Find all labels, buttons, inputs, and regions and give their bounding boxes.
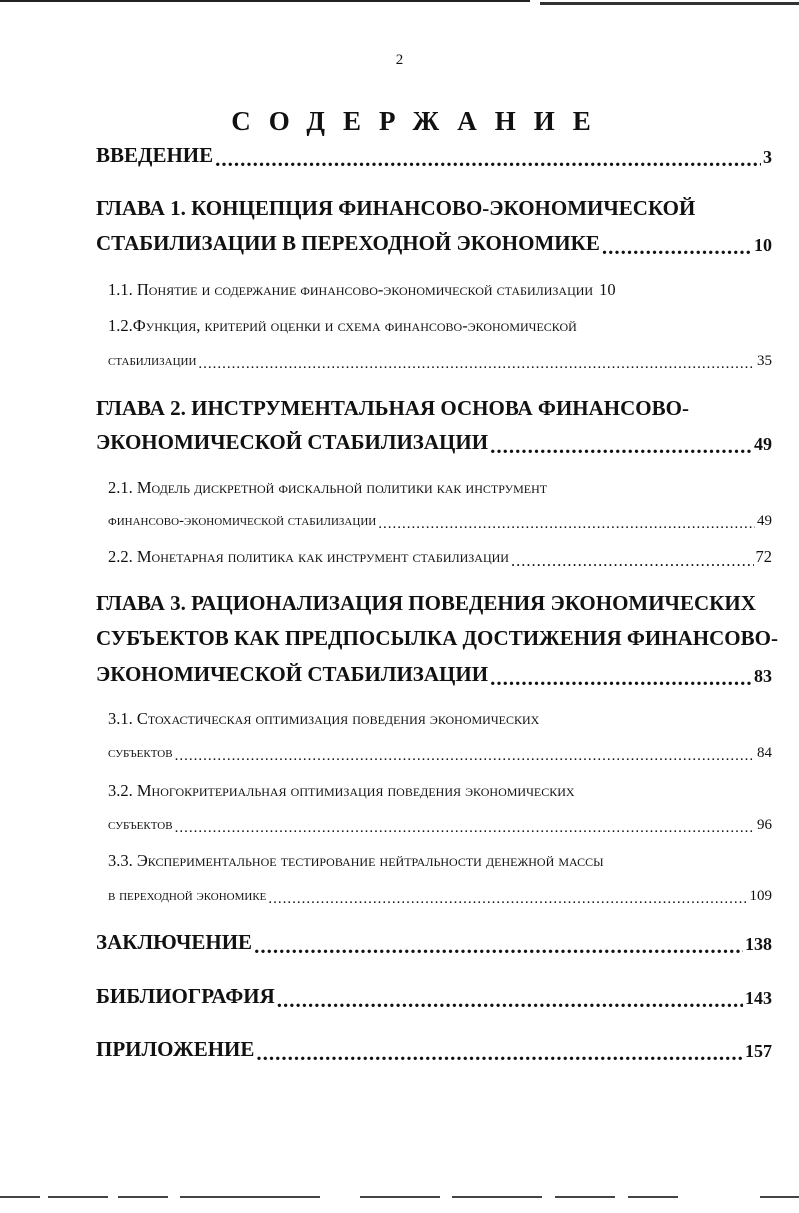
entry-title: в переходной экономике (108, 888, 267, 904)
toc-entry-section-2-2[interactable] (108, 547, 772, 567)
entry-title: субъектов (108, 817, 173, 833)
entry-page: 10 (599, 280, 616, 299)
dot-leader (602, 235, 752, 256)
dot-leader (268, 890, 747, 905)
dot-leader (490, 666, 752, 687)
toc-entry-section-2-1[interactable] (108, 513, 772, 530)
scan-line (360, 1196, 440, 1198)
toc-entry-chapter-3[interactable] (96, 662, 772, 687)
entry-page: 49 (757, 513, 772, 529)
entry-title: ЭКОНОМИЧЕСКОЙ СТАБИЛИЗАЦИИ (96, 662, 489, 686)
scan-line (628, 1196, 678, 1198)
toc-entry-appendix[interactable] (96, 1037, 772, 1062)
entry-page: 84 (757, 745, 772, 761)
dot-leader (175, 819, 755, 834)
dot-leader (277, 988, 743, 1009)
entry-title: ПРИЛОЖЕНИЕ (96, 1037, 255, 1061)
entry-title: ЭКОНОМИЧЕСКОЙ СТАБИЛИЗАЦИИ (96, 430, 489, 454)
scan-line (555, 1196, 615, 1198)
toc-entry-bibliography[interactable] (96, 984, 772, 1009)
entry-title: 2.2. Монетарная политика как инструмент стабилизации (108, 547, 509, 566)
entry-page: 157 (745, 1041, 772, 1061)
toc-title: СОДЕРЖАНИЕ (231, 106, 609, 136)
toc-entry-conclusion[interactable] (96, 930, 772, 955)
entry-title: ЗАКЛЮЧЕНИЕ (96, 930, 253, 954)
entry-page: 49 (754, 434, 772, 454)
dot-leader (198, 355, 755, 370)
toc-entry-section-3-1-line[interactable]: 3.1. Стохастическая оптимизация поведения экономических (108, 709, 540, 728)
entry-page: 3 (763, 147, 772, 167)
entry-page: 35 (757, 353, 772, 369)
entry-title: СТАБИЛИЗАЦИИ В ПЕРЕХОДНОЙ ЭКОНОМИКЕ (96, 231, 600, 255)
toc-entry-section-2-1-line[interactable]: 2.1. Модель дискретной фискальной политики как инструмент (108, 478, 548, 497)
entry-page: 10 (754, 235, 772, 255)
entry-page: 143 (745, 988, 772, 1008)
scan-line (180, 1196, 320, 1198)
dot-leader (254, 934, 743, 955)
toc-entry-section-3-2[interactable] (108, 817, 772, 834)
entry-page: 83 (754, 666, 772, 686)
dot-leader (490, 434, 752, 455)
entry-title: БИБЛИОГРАФИЯ (96, 984, 275, 1008)
toc-entry-chapter-2-line[interactable]: ГЛАВА 2. ИНСТРУМЕНТАЛЬНАЯ ОСНОВА ФИНАНСОВО- (96, 396, 689, 420)
toc-entry-section-1-1[interactable] (108, 280, 772, 300)
entry-page: 109 (749, 888, 772, 904)
entry-title: стабилизации (108, 353, 197, 369)
toc-entry-chapter-3-line[interactable]: ГЛАВА 3. РАЦИОНАЛИЗАЦИЯ ПОВЕДЕНИЯ ЭКОНОМИЧЕСКИХ (96, 591, 756, 615)
scan-edge-bottom (0, 1196, 799, 1202)
entry-title: финансово-экономической стабилизации (108, 513, 377, 529)
scan-line (48, 1196, 108, 1198)
toc-entry-section-1-2[interactable] (108, 353, 772, 370)
dot-leader (511, 551, 754, 568)
toc-entry-chapter-1[interactable] (96, 231, 772, 256)
entry-title: ВВЕДЕНИЕ (96, 143, 214, 167)
toc-entry-section-3-2-line[interactable]: 3.2. Многокритериальная оптимизация поведения экономических (108, 781, 575, 800)
toc-entry-chapter-2[interactable] (96, 430, 772, 455)
scan-line (0, 1196, 40, 1198)
scan-line (118, 1196, 168, 1198)
scan-line (760, 1196, 799, 1198)
dot-leader (378, 515, 755, 530)
entry-page: 138 (745, 934, 772, 954)
scan-line (452, 1196, 542, 1198)
toc-entry-section-3-3-line[interactable]: 3.3. Экспериментальное тестирование нейтральности денежной массы (108, 851, 604, 870)
page-number: 2 (395, 52, 404, 68)
entry-page: 96 (757, 817, 772, 833)
toc-entry-section-1-2-line[interactable]: 1.2.Функция, критерий оценки и схема финансово-экономической (108, 316, 577, 335)
toc-entry-introduction[interactable] (96, 143, 772, 168)
dot-leader (215, 147, 761, 168)
entry-title: 1.1. Понятие и содержание финансово-экономической стабилизации (108, 280, 594, 299)
entry-page: 72 (755, 547, 772, 566)
dot-leader (175, 747, 755, 762)
toc-entry-section-3-3[interactable] (108, 888, 772, 905)
toc-entry-chapter-3-line[interactable]: СУБЪЕКТОВ КАК ПРЕДПОСЫЛКА ДОСТИЖЕНИЯ ФИНАНСОВО- (96, 626, 778, 650)
toc-entry-section-3-1[interactable] (108, 745, 772, 762)
dot-leader (256, 1041, 743, 1062)
entry-title: субъектов (108, 745, 173, 761)
toc-entry-chapter-1-line[interactable]: ГЛАВА 1. КОНЦЕПЦИЯ ФИНАНСОВО-ЭКОНОМИЧЕСКОЙ (96, 196, 696, 220)
